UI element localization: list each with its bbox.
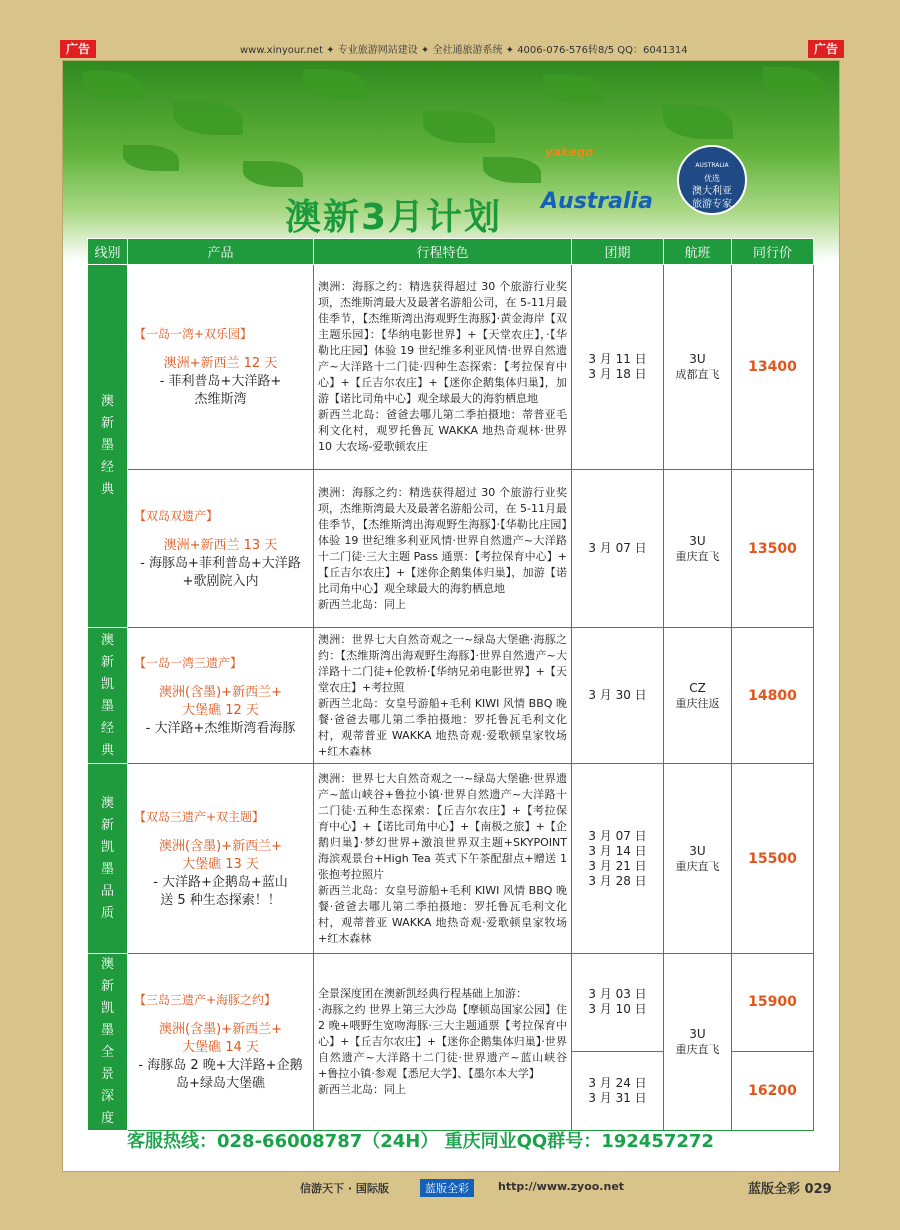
trip-cell: 澳洲：世界七大自然奇观之一~绿岛大堡礁·世界遗产~蓝山峡谷+鲁拉小镇·世界自然遗产~大洋路十二门徒·五种生态探索：【丘吉尔农庄】+【考拉保育中心】+【诺比司角中心】+【南极之旅】+【企鹅归巢】·梦幻世界+激浪世界双主题+SKYPOINT 海滨观景台+High Tea 英式下午茶配甜点+赠送 1 张抱考拉照片 新西兰北岛：女皇号游船+毛利 KIWI 风情 BBQ 晚餐·爸爸去哪儿第二季拍摄地：罗托鲁瓦毛利文化村，观蒂普亚 WAKKA 地热奇观·爱歌顿皇家牧场+红木森林	[314, 764, 572, 954]
footer-blue-label: 蓝版全彩	[420, 1179, 474, 1197]
trip-cell: 澳洲：世界七大自然奇观之一~绿岛大堡礁·海豚之约：【杰维斯湾出海观野生海豚】·世界自然遗产~大洋路十二门徒+伦敦桥·【华纳兄弟电影世界】+【天堂农庄】+考拉照 新西兰北岛：女皇号游船+毛利 KIWI 风情 BBQ 晚餐·爸爸去哪儿第二季拍摄地：罗托鲁瓦毛利文化村，观蒂普亚 WAKKA 地热奇观·爱歌顿皇家牧场+红木森林	[314, 628, 572, 764]
ad-tag-right: 广告	[808, 40, 844, 58]
price-cell: 13400	[732, 265, 814, 470]
product-cell: 【三岛三遗产+海豚之约】 澳洲(含墨)+新西兰+ 大堡礁 14 天 - 海豚岛 2 晚+大洋路+企鹅 岛+绿岛大堡礁	[128, 954, 314, 1131]
table-row	[88, 628, 814, 764]
dates-cell: 3 月 07 日	[572, 470, 664, 628]
flight-cell: 3U 重庆直飞	[664, 470, 732, 628]
dates-cell: 3 月 24 日 3 月 31 日	[572, 1051, 664, 1130]
header-product: 产品	[128, 239, 314, 265]
table-header-row	[88, 239, 814, 265]
page-title: 澳新3月计划	[285, 197, 503, 238]
table-row	[88, 265, 814, 470]
price-cell: 13500	[732, 470, 814, 628]
header-dates: 团期	[572, 239, 664, 265]
australia-logo: Australia	[541, 189, 653, 214]
hotline-text: 客服热线：028-66008787（24H） 重庆同业QQ群号：192457272	[127, 1131, 714, 1152]
trip-cell: 澳洲：海豚之约：精选获得超过 30 个旅游行业奖项，杰维斯湾最大及最著名游船公司，在 5-11月最佳季节，【杰维斯湾出海观野生海豚】·【华勒比庄园】体验 19 世纪维多利亚风情·世界自然遗产~大洋路十二门徒·三大主题 Pass 通票：【考拉保育中心】+【丘吉尔农庄】+【迷你企鹅集体归巢】，加游【诺比司角中心】观全球最大的海豹栖息地 新西兰北岛：同上	[314, 470, 572, 628]
yakego-logo: yakego	[545, 145, 594, 159]
price-cell: 15900	[732, 954, 814, 1052]
brochure-panel	[62, 60, 840, 1172]
line-cell: 澳新凯墨经典	[88, 628, 128, 764]
table-row	[88, 470, 814, 628]
top-line: www.xinyour.net ✦ 专业旅游网站建设 ✦ 全社通旅游系统 ✦ 4006-076-576转8/5 QQ：6041314	[240, 45, 688, 56]
table-row	[88, 764, 814, 954]
ad-tag-left: 广告	[60, 40, 96, 58]
table-row	[88, 954, 814, 1052]
product-cell: 【一岛一湾+双乐园】 澳洲+新西兰 12 天 - 菲利普岛+大洋路+ 杰维斯湾	[128, 265, 314, 470]
header-trip: 行程特色	[314, 239, 572, 265]
footer-url[interactable]: http://www.zyoo.net	[498, 1180, 625, 1193]
specialist-badge: AUSTRALIA 优选 澳大利亚 旅游专家	[677, 145, 747, 215]
flight-cell: 3U 成都直飞	[664, 265, 732, 470]
price-cell: 14800	[732, 628, 814, 764]
dates-cell: 3 月 03 日 3 月 10 日	[572, 954, 664, 1052]
footer-slogan: 信游天下 · 国际版	[300, 1182, 389, 1195]
flight-cell: 3U 重庆直飞	[664, 954, 732, 1131]
price-cell: 15500	[732, 764, 814, 954]
product-cell: 【一岛一湾三遗产】 澳洲(含墨)+新西兰+ 大堡礁 12 天 - 大洋路+杰维斯湾看海豚	[128, 628, 314, 764]
header-line: 线别	[88, 239, 128, 265]
line-cell: 澳新墨经典	[88, 265, 128, 628]
product-cell: 【双岛三遗产+双主题】 澳洲(含墨)+新西兰+ 大堡礁 13 天 - 大洋路+企鹅岛+蓝山 送 5 种生态探索！！	[128, 764, 314, 954]
price-cell: 16200	[732, 1051, 814, 1130]
page-number: 蓝版全彩 029	[748, 1182, 832, 1197]
header-price: 同行价	[732, 239, 814, 265]
dates-cell: 3 月 07 日 3 月 14 日 3 月 21 日 3 月 28 日	[572, 764, 664, 954]
product-cell: 【双岛双遗产】 澳洲+新西兰 13 天 - 海豚岛+菲利普岛+大洋路 +歌剧院入内	[128, 470, 314, 628]
line-cell: 澳新凯墨品质	[88, 764, 128, 954]
line-cell: 澳新凯墨全景深度	[88, 954, 128, 1131]
trip-cell: 全景深度团在澳新凯经典行程基础上加游： ·海豚之约 世界上第三大沙岛【摩顿岛国家公园】住 2 晚+喂野生宽吻海豚·三大主题通票【考拉保育中心】+【丘吉尔农庄】+【迷你企鹅集体归巢】·世界自然遗产~大洋路十二门徒·世界遗产~蓝山峡谷+鲁拉小镇·参观【悉尼大学】、【墨尔本大学】 新西兰北岛：同上	[314, 954, 572, 1131]
itinerary-table	[87, 238, 814, 1131]
top-bar	[0, 38, 900, 60]
trip-cell: 澳洲：海豚之约：精选获得超过 30 个旅游行业奖项，杰维斯湾最大及最著名游船公司，在 5-11月最佳季节，【杰维斯湾出海观野生海豚】·黄金海岸【双主题乐园】：【华纳电影世界】+【天堂农庄】，·【华勒比庄园】体验 19 世纪维多利亚风情·世界自然遗产~大洋路十二门徒·四种生态探索：【考拉保育中心】+【丘吉尔农庄】+【迷你企鹅集体归巢】，加游【诺比司角中心】观全球最大的海豹栖息地 新西兰北岛：爸爸去哪儿第二季拍摄地：蒂普亚毛利文化村，观罗托鲁瓦 WAKKA 地热奇观林·世界 10 大农场-爱歌顿农庄	[314, 265, 572, 470]
dates-cell: 3 月 11 日 3 月 18 日	[572, 265, 664, 470]
header-flight: 航班	[664, 239, 732, 265]
dates-cell: 3 月 30 日	[572, 628, 664, 764]
flight-cell: 3U 重庆直飞	[664, 764, 732, 954]
flight-cell: CZ 重庆往返	[664, 628, 732, 764]
